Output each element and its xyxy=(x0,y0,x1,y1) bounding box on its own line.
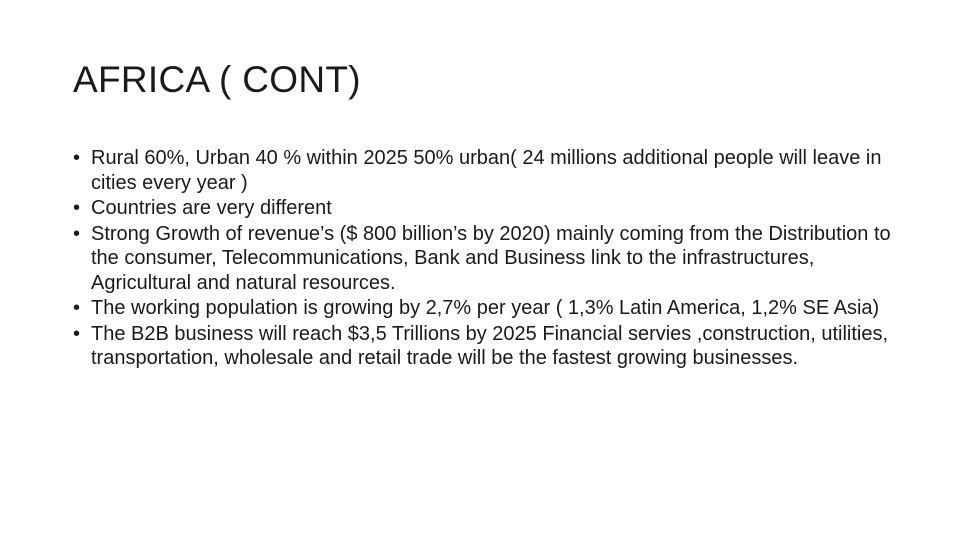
bullet-item xyxy=(73,222,893,296)
slide-title: AFRICA ( CONT) xyxy=(73,59,361,100)
bullet-text: The B2B business will reach $3,5 Trillions by 2025 Financial servies ,construction, utilities, transportation, wholesale and retail trade will be the fastest growing businesses. xyxy=(91,322,889,369)
bullet-list xyxy=(73,146,893,372)
bullet-item xyxy=(73,196,893,221)
bullet-text: Strong Growth of revenue’s ($ 800 billion’s by 2020) mainly coming from the Distribution to the consumer, Telecommunications, Bank and Business link to the infrastructures, Agricultural and natural resources. xyxy=(91,222,891,294)
bullet-marker: • xyxy=(73,297,81,319)
bullet-marker: • xyxy=(73,147,81,169)
bullet-item xyxy=(73,322,893,371)
bullet-text: Rural 60%, Urban 40 % within 2025 50% urban( 24 millions additional people will leave in cities every year ) xyxy=(91,147,882,194)
bullet-text: The working population is growing by 2,7% per year ( 1,3% Latin America, 1,2% SE Asia) xyxy=(91,297,880,319)
bullet-marker: • xyxy=(73,197,81,219)
bullet-marker: • xyxy=(73,222,81,245)
bullet-item xyxy=(73,146,893,195)
bullet-text: Countries are very different xyxy=(91,197,332,219)
bullet-item xyxy=(73,296,893,321)
bullet-marker: • xyxy=(73,322,81,345)
